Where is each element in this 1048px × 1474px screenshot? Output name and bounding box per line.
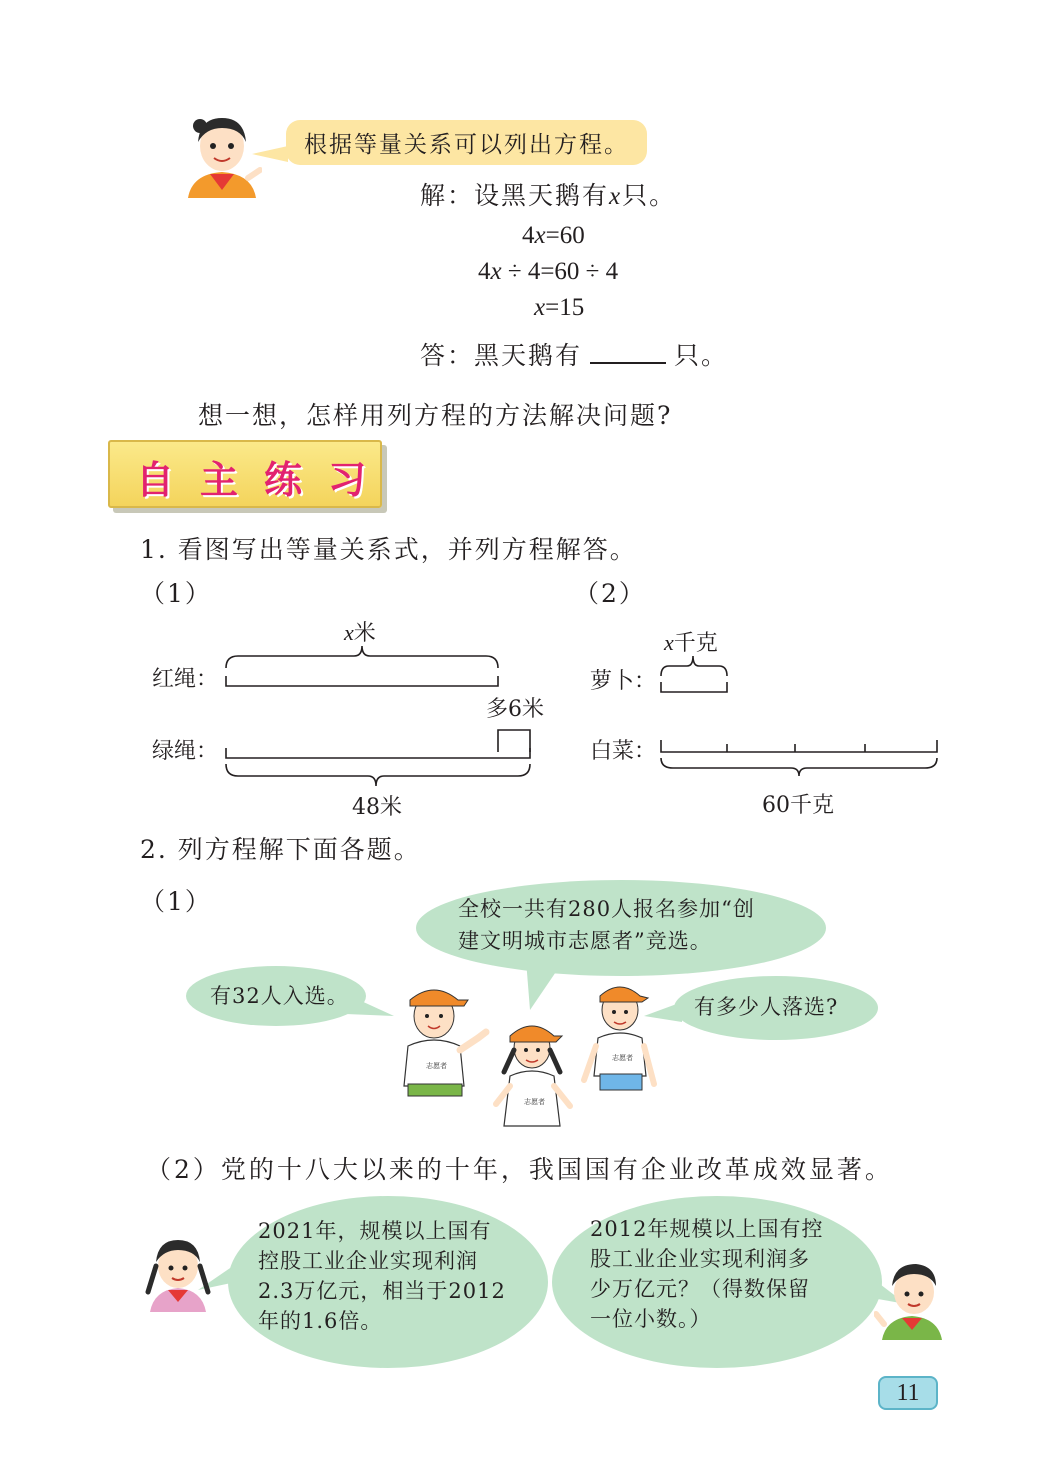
eq1-rest: =60: [545, 222, 585, 249]
d1-bottom-label: 48米: [352, 795, 402, 820]
page-number: 11: [878, 1376, 938, 1410]
d1-top-unit: 米: [353, 621, 376, 646]
eq2-coef: 4: [478, 258, 491, 285]
solution-let-var: x: [609, 183, 623, 210]
shirt-text-middle: 志愿者: [524, 1098, 545, 1106]
q2-part1-label: （1）: [140, 887, 212, 916]
bubble-a-line1: 2021年，规模以上国有: [258, 1219, 492, 1243]
d2-bottom-label: 60千克: [762, 793, 834, 818]
d1-row2-label: 绿绳：: [152, 739, 219, 764]
bubble-top-line1: 全校一共有280人报名参加“创: [458, 897, 755, 921]
bubble-left-tail: [346, 994, 396, 1018]
volunteers-illustration: [394, 976, 664, 1132]
d1-top-var: x: [344, 620, 354, 645]
bubble-top-line2: 建文明城市志愿者”竞选。: [458, 929, 712, 953]
q1-part1-label: （1）: [140, 579, 212, 608]
girl-illustration: [182, 112, 262, 198]
solution-let: [420, 176, 676, 212]
bubble-b-line2: 股工业企业实现利润多: [590, 1247, 810, 1271]
bubble-a-line2: 控股工业企业实现利润: [258, 1249, 478, 1273]
answer-blank[interactable]: [590, 362, 666, 364]
tip-bubble-tail: [252, 146, 288, 162]
bubble-right-text: 有多少人落选?: [694, 995, 839, 1019]
section-title: 自主练习: [136, 458, 393, 502]
d1-extra-label: 多6米: [486, 697, 544, 722]
eq2-var: x: [490, 258, 502, 285]
q2-title: 2. 列方程解下面各题。: [140, 835, 421, 864]
tip-bubble: 根据等量关系可以列出方程。: [286, 120, 647, 165]
eq1-var: x: [534, 222, 546, 249]
bubble-b-line3: 少万亿元？（得数保留: [590, 1277, 810, 1301]
answer-prefix: 答：黑天鹅有: [420, 341, 583, 370]
q1-part2-label: （2）: [574, 579, 646, 608]
eq3-var: x: [534, 294, 546, 321]
boy-bottom-illustration: [874, 1258, 950, 1340]
d2-top-var: x: [664, 630, 674, 655]
answer-suffix: 只。: [674, 341, 729, 370]
bubble-b-line4: 一位小数。）: [590, 1307, 712, 1331]
girl-bottom-illustration: [142, 1232, 214, 1312]
equation-2: [478, 258, 618, 286]
shirt-text-left: 志愿者: [426, 1062, 447, 1070]
d2-top-unit: 千克: [673, 631, 718, 656]
bubble-b-line1: 2012年规模以上国有控: [590, 1217, 824, 1241]
equation-1: [522, 222, 585, 250]
equation-3: [534, 294, 584, 322]
bubble-a-line4: 年的1.6倍。: [258, 1309, 383, 1333]
bubble-a-line3: 2.3万亿元，相当于2012: [258, 1279, 506, 1303]
shirt-text-right: 志愿者: [612, 1054, 633, 1062]
d1-row1-label: 红绳：: [152, 667, 219, 692]
bubble-left-text: 有32人入选。: [210, 984, 349, 1008]
diagram-2-lines: [655, 652, 945, 778]
think-question: 想一想，怎样用列方程的方法解决问题?: [198, 401, 673, 430]
eq1-coef: 4: [522, 222, 535, 249]
solution-let-unit: 只。: [622, 181, 677, 210]
q1-title: 1. 看图写出等量关系式，并列方程解答。: [140, 535, 637, 564]
eq3-rest: =15: [545, 294, 585, 321]
answer-line: [420, 336, 728, 372]
eq2-rest: ÷ 4=60 ÷ 4: [501, 258, 619, 285]
diagram-1-lines: [220, 640, 540, 790]
solution-let-text: 解：设黑天鹅有: [420, 181, 610, 210]
d2-row2-label: 白菜：: [590, 739, 657, 764]
q2-part2: （2）党的十八大以来的十年，我国国有企业改革成效显著。: [146, 1155, 893, 1184]
d2-row1-label: 萝卜：: [590, 669, 657, 694]
